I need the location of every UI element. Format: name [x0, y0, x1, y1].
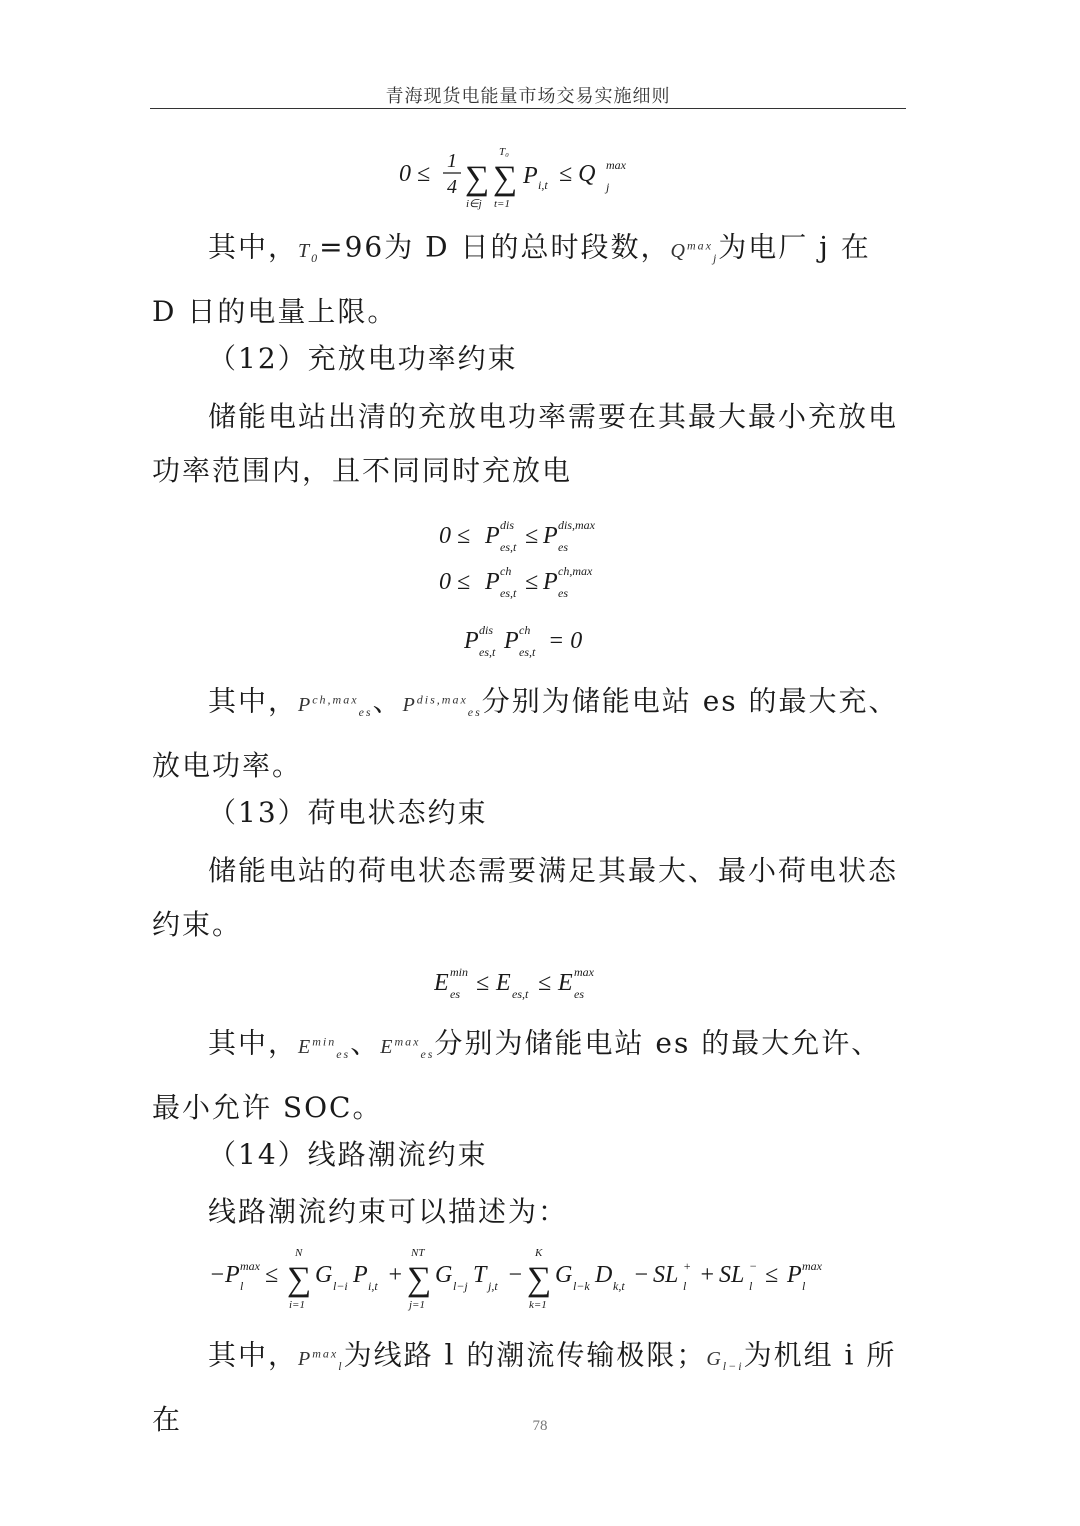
svg-text:ch: ch: [500, 564, 512, 578]
svg-text:es: es: [450, 987, 460, 1001]
svg-text:l: l: [749, 1279, 753, 1293]
svg-text:≤: ≤: [765, 1262, 779, 1288]
formula-discharge-limit: [152, 515, 906, 564]
header-rule: [150, 108, 906, 109]
text-prefix: 其中，: [208, 1026, 299, 1060]
svg-text:∑: ∑: [407, 1261, 432, 1298]
svg-text:T₀: T₀: [499, 146, 509, 158]
svg-text:max: max: [606, 158, 626, 172]
svg-text:SL: SL: [653, 1262, 679, 1288]
svg-text:≤: ≤: [525, 523, 539, 549]
text-body: 分别为储能电站 es 的最大充、放电功率。: [152, 684, 899, 782]
math-e-min: $E^{min}_{es}$: [298, 1034, 351, 1061]
svg-text:∑: ∑: [287, 1261, 312, 1298]
svg-text:E: E: [496, 970, 511, 996]
svg-text:P: P: [504, 628, 519, 654]
svg-text:es: es: [558, 540, 568, 554]
paragraph-flow-intro: 线路潮流约束可以描述为：: [208, 1195, 569, 1228]
svg-text:P: P: [787, 1262, 802, 1288]
svg-text:es,t: es,t: [519, 645, 536, 659]
svg-text:N: N: [295, 1247, 303, 1259]
svg-text:G: G: [435, 1262, 453, 1288]
svg-text:−: −: [633, 1262, 650, 1288]
svg-text:P: P: [353, 1262, 368, 1288]
svg-text:NT: NT: [411, 1247, 425, 1259]
formula-energy-limit-svg: [399, 145, 659, 215]
text-body: 为线路 l 的潮流传输极限；: [343, 1338, 707, 1372]
svg-text:4: 4: [447, 176, 457, 198]
paragraph-soc: 储能电站的荷电状态需要满足其最大、最小荷电状态约束。: [152, 854, 899, 941]
text-body: =96为 D 日的总时段数，: [319, 230, 671, 264]
text-body: 为电厂 j 在 D 日的电量上限。: [152, 230, 871, 328]
math-e-max: $E^{max}_{es}$: [380, 1034, 435, 1061]
svg-text:≤: ≤: [476, 970, 490, 996]
svg-text:≤: ≤: [525, 569, 539, 595]
svg-text:es: es: [574, 987, 584, 1001]
svg-text:l: l: [240, 1279, 244, 1293]
svg-text:j,t: j,t: [488, 1279, 498, 1293]
formula-line-flow-svg: [209, 1244, 849, 1314]
text-sep: 、: [372, 684, 403, 718]
svg-text:E: E: [434, 970, 449, 996]
section-heading-12: （12）充放电功率约束: [208, 342, 518, 375]
svg-text:l: l: [802, 1279, 806, 1293]
text-prefix: 其中，: [208, 684, 299, 718]
formula-charge-limit-svg: [439, 561, 619, 603]
math-t0: $T_0$: [298, 239, 320, 265]
svg-text:max: max: [802, 1259, 822, 1273]
svg-text:G: G: [315, 1262, 333, 1288]
paragraph-t0-definition: [152, 218, 906, 339]
formula-no-simultaneous: [152, 620, 906, 669]
formula-charge-limit: [152, 561, 906, 610]
svg-text:t=1: t=1: [494, 198, 510, 210]
svg-text:0 ≤: 0 ≤: [439, 523, 471, 549]
svg-text:−: −: [209, 1262, 226, 1288]
svg-text:dis,max: dis,max: [558, 518, 595, 532]
svg-text:l−j: l−j: [453, 1279, 468, 1293]
math-g-l-i: $G_{l-i}$: [706, 1347, 744, 1373]
svg-text:1: 1: [447, 150, 457, 172]
svg-text:es,t: es,t: [500, 586, 517, 600]
svg-text:es,t: es,t: [479, 645, 496, 659]
svg-text:dis: dis: [500, 518, 515, 532]
svg-text:l: l: [683, 1279, 687, 1293]
svg-text:P: P: [543, 523, 558, 549]
svg-text:0 ≤: 0 ≤: [439, 569, 471, 595]
paragraph-charge-discharge: 储能电站出清的充放电功率需要在其最大最小充放电功率范围内，且不同同时充放电: [152, 400, 899, 487]
svg-text:ch: ch: [519, 623, 531, 637]
text-prefix: 其中，: [208, 1338, 299, 1372]
math-p-l-max: $P^{max}_l$: [298, 1346, 344, 1373]
svg-text:E: E: [558, 970, 573, 996]
svg-text:j: j: [606, 180, 610, 194]
svg-text:G: G: [555, 1262, 573, 1288]
svg-text:es: es: [558, 586, 568, 600]
paragraph-soc-definition: [152, 1014, 906, 1135]
svg-text:+: +: [387, 1262, 404, 1288]
formula-soc-limit: [152, 962, 906, 1011]
svg-text:≤ Q: ≤ Q: [559, 161, 596, 187]
svg-text:≤: ≤: [265, 1262, 279, 1288]
text-body: 为机组 i 所在: [152, 1338, 897, 1436]
svg-text:l−k: l−k: [573, 1279, 590, 1293]
formula-energy-limit: [152, 145, 906, 222]
svg-text:∑: ∑: [527, 1261, 552, 1298]
svg-text:i=1: i=1: [289, 1299, 305, 1311]
text-sep: 、: [350, 1026, 381, 1060]
svg-text:P: P: [485, 569, 500, 595]
formula-discharge-limit-svg: [439, 515, 619, 557]
svg-text:+: +: [683, 1259, 692, 1273]
svg-text:D: D: [595, 1262, 613, 1288]
formula-soc-limit-svg: [434, 962, 624, 1004]
formula-no-simultaneous-svg: [464, 620, 594, 662]
svg-text:SL: SL: [719, 1262, 745, 1288]
svg-text:0 ≤: 0 ≤: [399, 161, 431, 187]
text-body: 分别为储能电站 es 的最大允许、最小允许 SOC。: [152, 1026, 882, 1124]
text-prefix: 其中，: [208, 230, 299, 264]
svg-text:P: P: [543, 569, 558, 595]
svg-text:−: −: [749, 1259, 758, 1273]
svg-text:i∈j: i∈j: [466, 198, 482, 210]
svg-text:i,t: i,t: [368, 1279, 378, 1293]
svg-text:K: K: [535, 1247, 543, 1259]
svg-text:P: P: [485, 523, 500, 549]
svg-text:+: +: [699, 1262, 716, 1288]
section-heading-14: （14）线路潮流约束: [208, 1138, 488, 1171]
svg-text:i,t: i,t: [538, 178, 548, 192]
svg-text:∑: ∑: [465, 160, 490, 197]
math-p-dis-max: $P^{dis,max}_{es}$: [402, 692, 482, 719]
running-header: 青海现货电能量市场交易实施细则: [385, 86, 671, 107]
math-p-ch-max: $P^{ch,max}_{es}$: [298, 692, 373, 719]
svg-text:max: max: [240, 1259, 260, 1273]
svg-text:P: P: [225, 1262, 240, 1288]
svg-text:l−i: l−i: [333, 1279, 348, 1293]
paragraph-power-definition: [152, 672, 906, 793]
math-q-max: $Q^{max}_j$: [670, 238, 719, 265]
svg-text:≤: ≤: [538, 970, 552, 996]
svg-text:P: P: [523, 163, 538, 189]
svg-text:min: min: [450, 965, 468, 979]
formula-line-flow: [152, 1244, 906, 1321]
svg-text:dis: dis: [479, 623, 494, 637]
svg-text:j=1: j=1: [409, 1299, 425, 1311]
svg-text:max: max: [574, 965, 594, 979]
svg-text:−: −: [507, 1262, 524, 1288]
svg-text:k,t: k,t: [613, 1279, 625, 1293]
svg-text:P: P: [464, 628, 479, 654]
section-heading-13: （13）荷电状态约束: [208, 796, 488, 829]
svg-text:k=1: k=1: [529, 1299, 547, 1311]
svg-text:es,t: es,t: [512, 987, 529, 1001]
svg-text:es,t: es,t: [500, 540, 517, 554]
svg-text:T: T: [473, 1262, 487, 1288]
page-number: 78: [532, 1418, 548, 1434]
svg-text:= 0: = 0: [548, 628, 583, 654]
svg-text:ch,max: ch,max: [558, 564, 593, 578]
svg-text:∑: ∑: [493, 160, 518, 197]
